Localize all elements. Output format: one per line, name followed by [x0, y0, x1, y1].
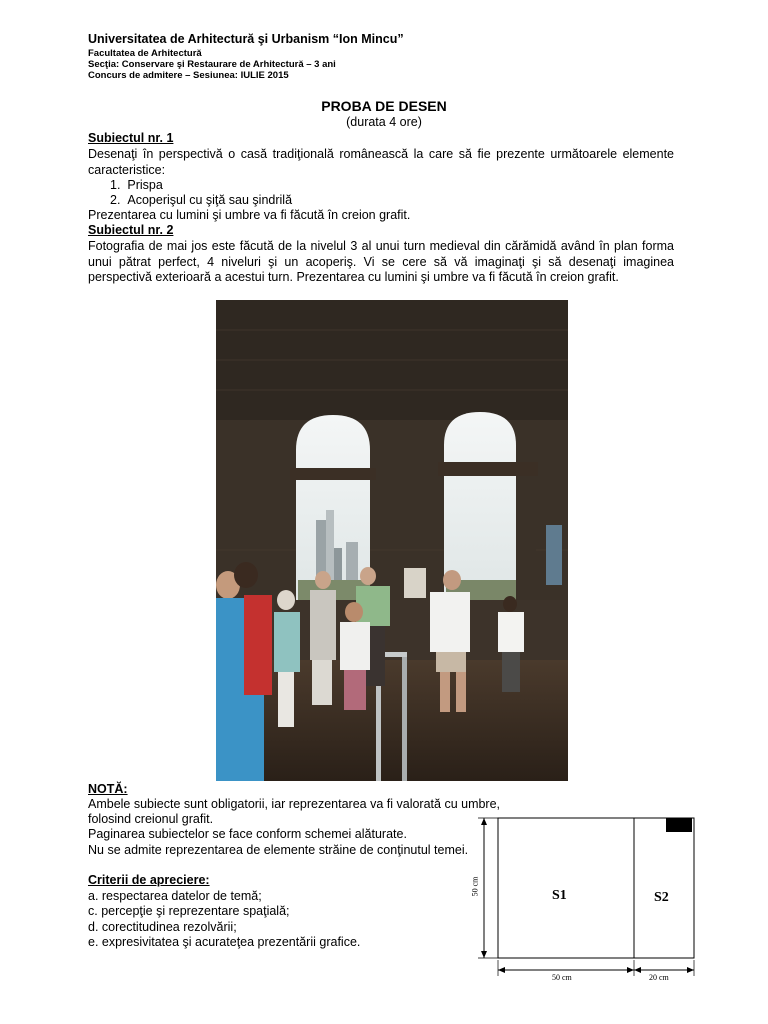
criteria-item: a. respectarea datelor de temă; [88, 889, 262, 903]
schema-frame [498, 818, 694, 958]
tower-interior-photo [216, 300, 568, 781]
subject1-item: 1. Prispa [110, 178, 163, 192]
subject1-heading: Subiectul nr. 1 [88, 131, 174, 145]
section-name: Secţia: Conservare şi Restaurare de Arhitectură – 3 ani [88, 59, 336, 70]
subject1-item: 2. Acoperişul cu şiţă sau şindrilă [110, 193, 293, 207]
subject2-heading: Subiectul nr. 2 [88, 223, 174, 237]
note-line: folosind creionul grafit. [88, 812, 214, 826]
criteria-item: c. percepţie şi reprezentare spaţială; [88, 904, 290, 918]
note-line: Nu se admite reprezentarea de elemente străine de conţinutul temei. [88, 843, 469, 857]
criteria-item: d. corectitudinea rezolvării; [88, 920, 237, 934]
criteria-item: e. expresivitatea şi acurateţea prezentării grafice. [88, 935, 361, 949]
subject1-text: Desenaţi în perspectivă o casă tradiţională românească la care să fie prezente următoarele elemente caracteristice: [88, 147, 674, 177]
session-name: Concurs de admitere – Sesiunea: IULIE 2015 [88, 70, 289, 81]
subject2-text: Fotografia de mai jos este făcută de la nivelul 3 al unui turn medieval din cărămidă având în plan forma unui pătrat perfect, 4 niveluri şi un acoperiş. Vi se cere să vă imaginaţi şi să desenaţi imaginea perspectivă exterioară a acestui turn. Prezentarea cu lumini şi umbre va fi făcută în creion grafit. [88, 239, 674, 284]
layout-schema [464, 810, 704, 990]
faculty-name: Facultatea de Arhitectură [88, 48, 202, 59]
schema-width2-label: 20 cm [649, 973, 669, 982]
schema-s2-label: S2 [654, 890, 669, 905]
duration-text: (durata 4 ore) [346, 115, 422, 129]
subject1-footer: Prezentarea cu lumini şi umbre va fi făcută în creion grafit. [88, 208, 411, 222]
schema-height-label: 50 cm [470, 876, 480, 897]
note-heading: NOTĂ: [88, 782, 128, 796]
criteria-heading: Criterii de apreciere: [88, 873, 210, 887]
university-name: Universitatea de Arhitectură şi Urbanism “Ion Mincu” [88, 32, 404, 46]
schema-s1-label: S1 [552, 888, 567, 903]
note-line: Paginarea subiectelor se face conform schemei alăturate. [88, 827, 407, 841]
schema-width1-label: 50 cm [552, 973, 572, 982]
page-title: PROBA DE DESEN [321, 98, 447, 114]
schema-corner-block [666, 818, 692, 832]
note-line: Ambele subiecte sunt obligatorii, iar reprezentarea va fi valorată cu umbre, [88, 797, 501, 811]
